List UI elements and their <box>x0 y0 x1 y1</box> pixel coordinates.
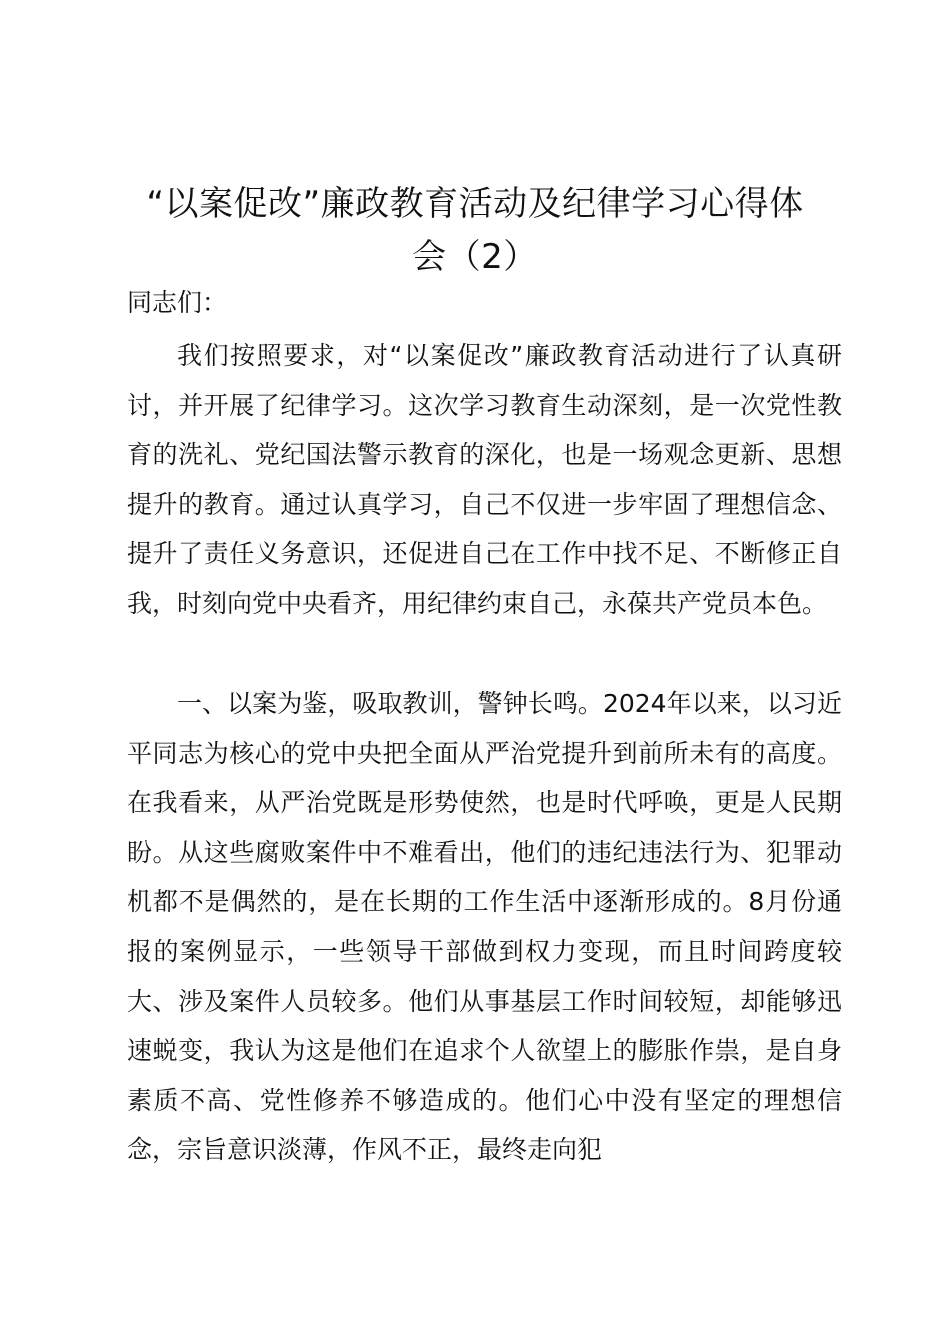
salutation: 同志们： <box>127 288 228 317</box>
title-line-1: “以案促改”廉政教育活动及纪律学习心得体 <box>146 184 804 224</box>
document-title <box>100 178 850 284</box>
paragraph-intro: 我们按照要求，对“以案促改”廉政教育活动进行了认真研讨，并开展了纪律学习。这次学习教育生动深刻，是一次党性教育的洗礼、党纪国法警示教育的深化，也是一场观念更新、思想提升的教育。通过认真学习，自己不仅进一步牢固了理想信念、提升了责任义务意识，还促进自己在工作中找不足、不断修正自我，时刻向党中央看齐，用纪律约束自己，永葆共产党员本色。 <box>127 341 842 618</box>
section-one-text: 2024年以来，以习近平同志为核心的党中央把全面从严治党提升到前所未有的高度。在我看来，从严治党既是形势使然，也是时代呼唤，更是人民期盼。从这些腐败案件中不难看出，他们的违纪违法行为、犯罪动机都不是偶然的，是在长期的工作生活中逐渐形成的。8月份通报的案例显示，一些领导干部做到权力变现，而且时间跨度较大、涉及案件人员较多。他们从事基层工作时间较短，却能够迅速蜕变，我认为这是他们在追求个人欲望上的膨胀作祟，是自身素质不高、党性修养不够造成的。他们心中没有坚定的理想信念，宗旨意识淡薄，作风不正，最终走向犯 <box>127 689 842 1165</box>
paragraph-section-one <box>127 679 842 1175</box>
section-heading: 一、以案为鉴，吸取教训，警钟长鸣。 <box>177 689 603 718</box>
title-line-2: 会（2） <box>412 237 538 277</box>
